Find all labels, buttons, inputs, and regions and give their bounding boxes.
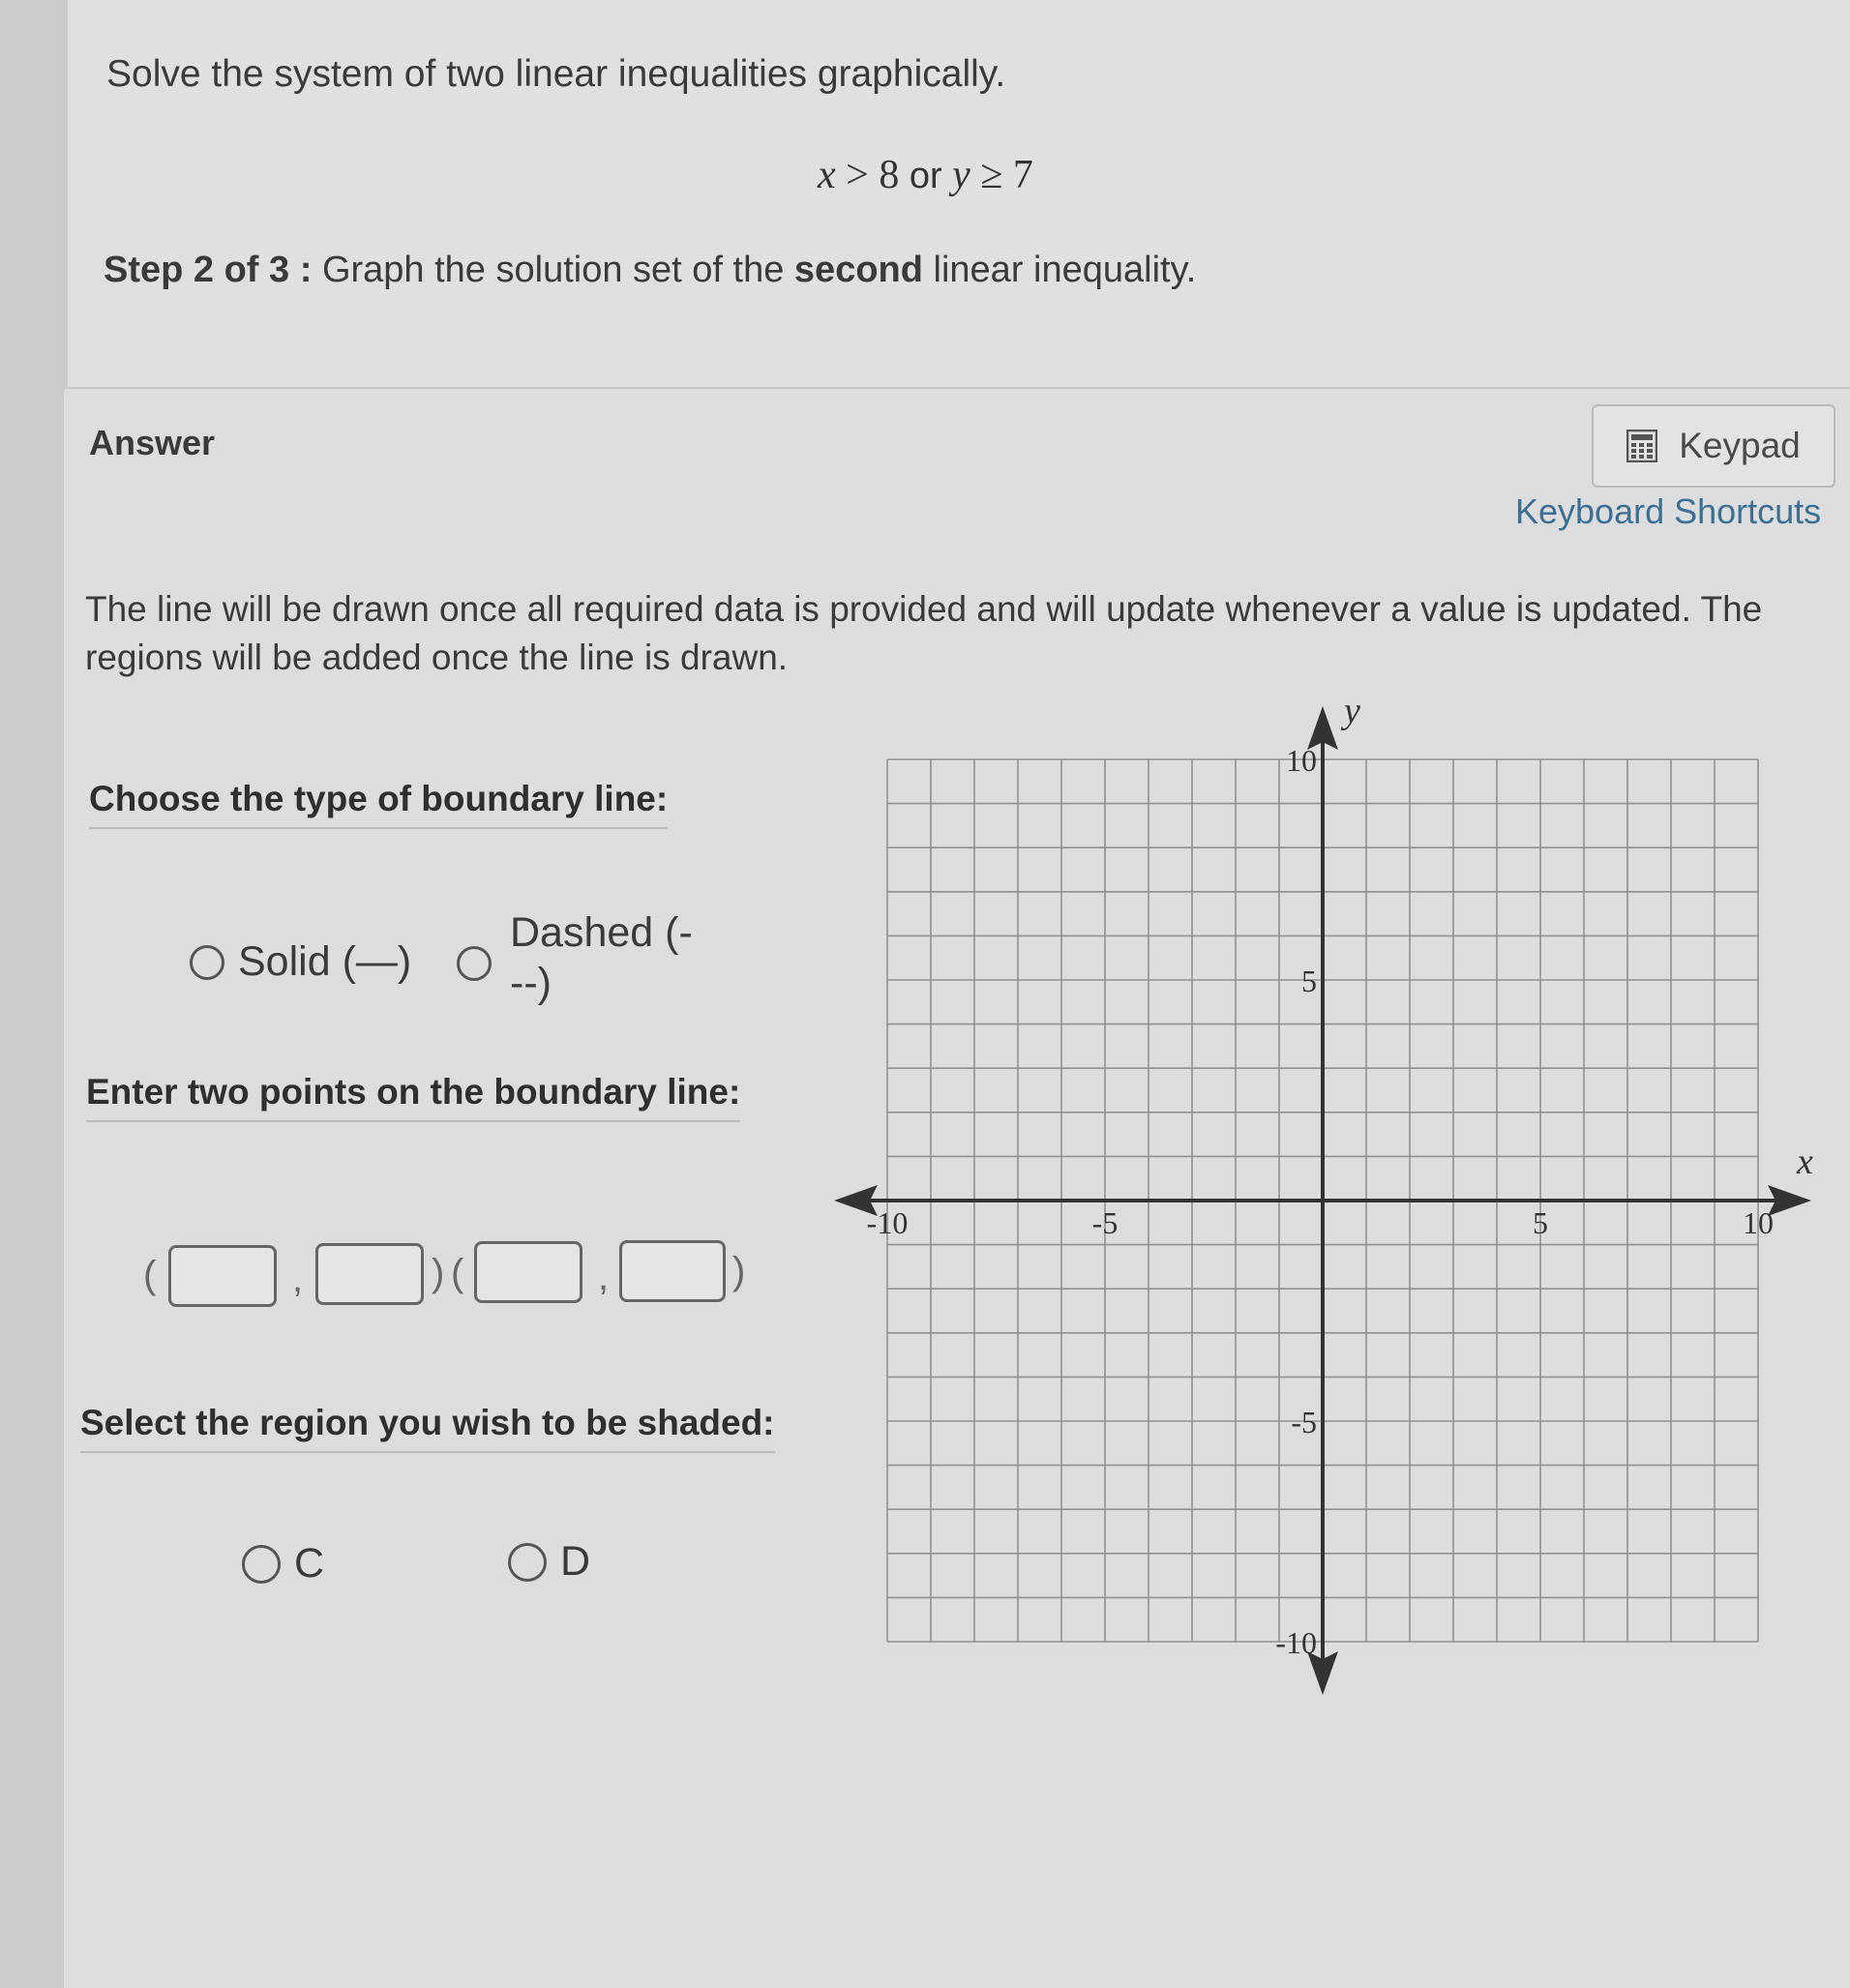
graph-info-text: The line will be drawn once all required data is provided and will update whenever a value is updated. The regions will be added once the line is drawn.	[85, 589, 1763, 677]
solid-label: Solid (—)	[238, 938, 412, 985]
inequality-op2: ≥	[980, 153, 1003, 197]
region-d-label: D	[560, 1538, 591, 1585]
x-tick-label: -5	[1091, 1205, 1119, 1240]
boundary-type-heading: Choose the type of boundary line:	[89, 779, 668, 829]
dashed-label[interactable]: Dashed (- --)	[510, 909, 693, 1006]
region-c-label: C	[294, 1540, 325, 1587]
inequality-rhs1: 8	[879, 153, 900, 197]
inequality-lhs2: y	[952, 153, 970, 197]
answer-heading: Answer	[89, 423, 216, 462]
region-heading: Select the region you wish to be shaded:	[80, 1403, 775, 1453]
inequality-connector: or	[909, 156, 942, 196]
step-text-post: linear inequality.	[933, 250, 1197, 290]
keypad-label: Keypad	[1679, 426, 1801, 465]
y-tick-label: -10	[1275, 1625, 1317, 1660]
axes	[834, 706, 1811, 1695]
points-heading: Enter two points on the boundary line:	[86, 1072, 740, 1122]
y-axis-label: y	[1344, 691, 1360, 731]
step-text-pre: Graph the solution set of the	[321, 250, 785, 290]
point2-open-paren: (	[451, 1252, 464, 1294]
step-text-bold: second	[793, 250, 923, 290]
point2-comma: ,	[598, 1256, 610, 1298]
keyboard-shortcuts-link[interactable]: Keyboard Shortcuts	[1515, 491, 1822, 531]
inequality-rhs2: 7	[1012, 153, 1033, 197]
x-tick-label: -10	[866, 1205, 909, 1240]
y-tick-label: 10	[1286, 743, 1317, 778]
x-tick-label: 5	[1533, 1205, 1548, 1240]
point1-comma: ,	[292, 1258, 304, 1300]
y-tick-label: 5	[1301, 964, 1317, 998]
point1-open-paren: (	[143, 1254, 157, 1296]
point1-close-paren: )	[432, 1252, 445, 1294]
x-axis-label: x	[1797, 1142, 1813, 1182]
y-tick-label: -5	[1291, 1405, 1317, 1439]
point2-close-paren: )	[732, 1250, 746, 1292]
inequality-lhs1: x	[818, 153, 836, 197]
question-prompt: Solve the system of two linear inequalities graphically.	[106, 53, 1006, 95]
step-label: Step 2 of 3 :	[104, 250, 313, 290]
x-tick-label: 10	[1743, 1205, 1774, 1240]
inequality-op1: >	[846, 153, 869, 197]
